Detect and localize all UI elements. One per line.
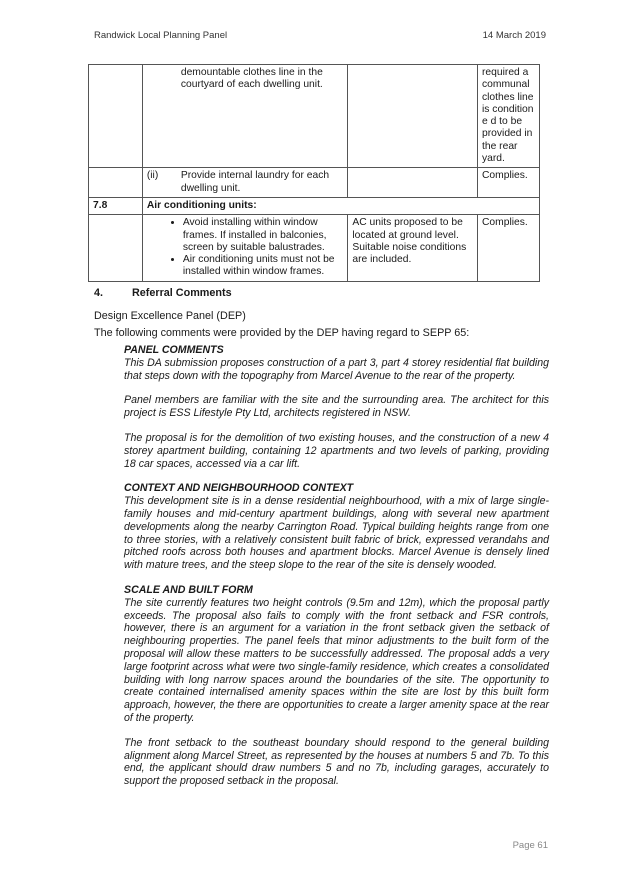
section-subtitle: Design Excellence Panel (DEP)	[94, 310, 246, 322]
control-text: demountable clothes line in the courtyard of each dwelling unit.	[180, 67, 323, 91]
page-number: Page 61	[512, 840, 548, 851]
table-cell	[142, 65, 348, 168]
paragraph: This DA submission proposes construction of a part 3, part 4 storey residential flat building that steps down with the topography from Marcel Avenue to the rear of the property.	[124, 356, 549, 382]
conditions-table	[88, 64, 540, 282]
table-cell	[89, 215, 143, 281]
table-cell	[348, 168, 478, 198]
panel-heading: PANEL COMMENTS	[124, 344, 224, 356]
header-date: 14 March 2019	[482, 30, 546, 41]
table-row	[89, 168, 540, 198]
bullet-list	[147, 217, 344, 278]
section-number: 7.8	[89, 197, 143, 214]
header-panel-name: Randwick Local Planning Panel	[94, 30, 228, 41]
scale-heading: SCALE AND BUILT FORM	[124, 583, 253, 596]
compliance-cell: Complies.	[478, 215, 540, 281]
compliance-cell: Complies.	[478, 168, 540, 198]
paragraph: Panel members are familiar with the site and the surrounding area. The architect for this project is ESS Lifestyle Pty Ltd, architects registered in NSW.	[124, 394, 549, 420]
list-item: • Air conditioning units must not be installed within window frames.	[183, 254, 344, 279]
paragraph: The site currently features two height controls (9.5m and 12m), which the proposal partly exceeds. The proposal also fails to comply with the front setback and FSR controls, however, there is an argument for a variation in the front setback given the setback of neighbouring properties. The panel feels that minor adjustments to the built form of the proposal will allow these matters to be successfully addressed. The proposal adds a very large footprint across what were two single-family residence, which creates a consolidated building with long narrow spaces around the boundaries of the site. The opportunity to create contained internalised amenity spaces within the site are lost by this built form approach, however, the there are opportunities to create a larger amenity space at the rear of the property.	[124, 596, 549, 724]
context-heading: CONTEXT AND NEIGHBOURHOOD CONTEXT	[124, 482, 354, 495]
table-row	[89, 197, 540, 214]
control-text: Provide internal laundry for each dwelling unit.	[180, 170, 330, 194]
table-row	[89, 65, 540, 168]
section-number: 4.	[94, 287, 104, 299]
table-cell	[89, 168, 143, 198]
list-item: • Avoid installing within window frames. If installed in balconies, screen by suitable balustrades.	[183, 217, 344, 254]
item-number: (ii)	[146, 170, 159, 182]
paragraph: The front setback to the southeast boundary should respond to the general building alignment along Marcel Street, as represented by the houses at numbers 5 and 7b. To this end, the applicant should draw numbers 5 and no 7b, including garages, accurately to support the proposed setback in the proposal.	[124, 736, 549, 788]
compliance-cell: required a communal clothes line is condition e d to be provided in the rear yard.	[478, 65, 540, 168]
section-heading	[94, 287, 550, 300]
proposal-cell: AC units proposed to be located at ground level. Suitable noise conditions are included.	[348, 215, 478, 281]
table-cell	[142, 215, 348, 281]
section-title: Air conditioning units:	[142, 197, 539, 214]
table-cell	[89, 65, 143, 168]
table-cell	[142, 168, 348, 198]
section-intro: The following comments were provided by the DEP having regard to SEPP 65:	[94, 327, 470, 339]
paragraph: This development site is in a dense residential neighbourhood, with a mix of large single-family houses and mid-century apartment buildings, along with several new apartment developments along the nearby Carrington Road. Typical building heights range from one to three stories, with a relatively consistent built fabric of brick, expressed verandahs and pitched roofs across both houses and apartment blocks. Marcel Avenue is densely lined with mature trees, and the steep slope to the rear of the site is densely wooded.	[124, 495, 549, 572]
paragraph: The proposal is for the demolition of two existing houses, and the construction of a new 4 storey apartment building, containing 12 apartments and two levels of parking, providing 18 car spaces, accessed via a car lift.	[124, 431, 549, 470]
section-title: Referral Comments	[132, 287, 232, 299]
table-row	[89, 215, 540, 281]
panel-comments	[124, 344, 549, 800]
table-cell	[348, 65, 478, 168]
